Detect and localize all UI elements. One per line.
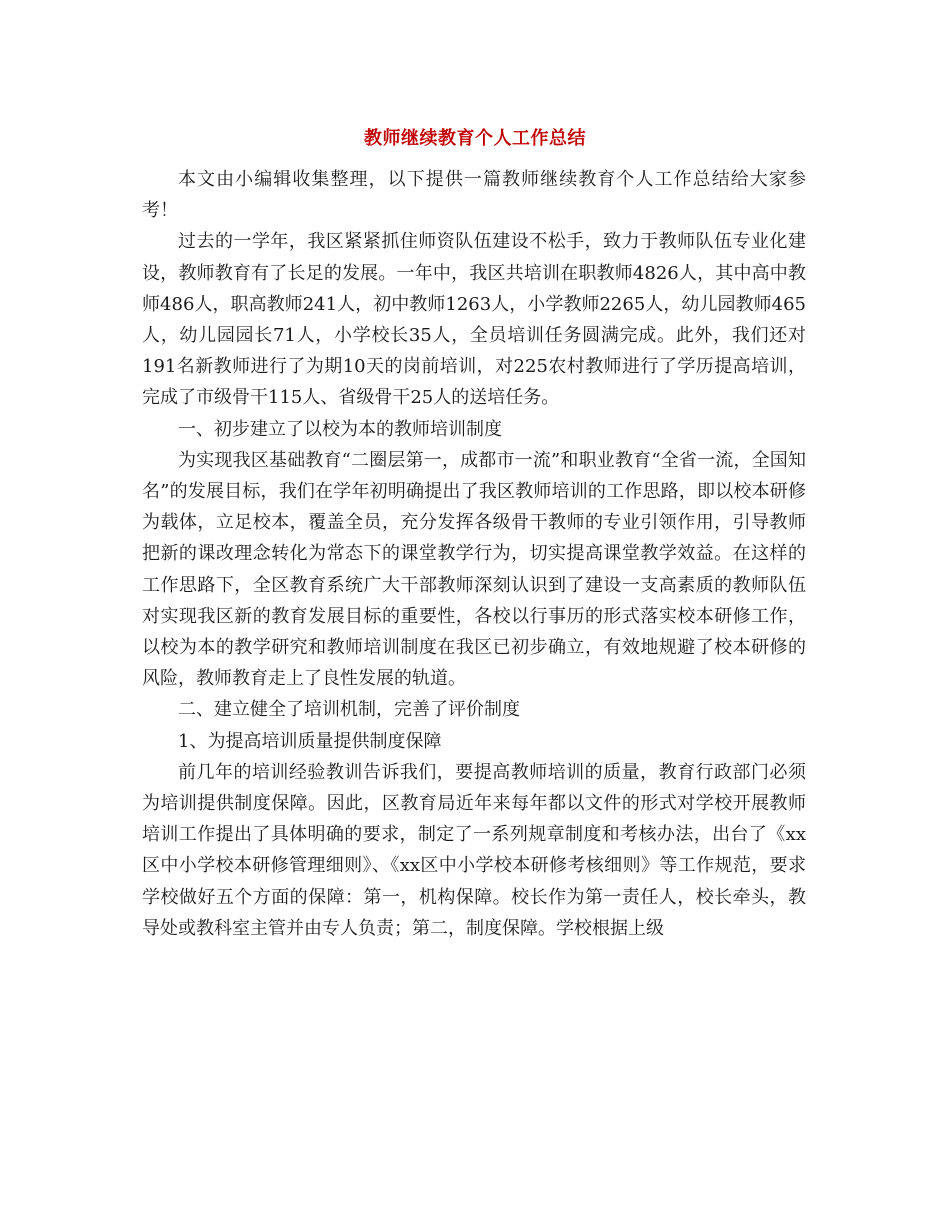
paragraph-overview: 过去的一学年，我区紧紧抓住师资队伍建设不松手，致力于教师队伍专业化建设，教师教育有了长足的发展。一年中，我区共培训在职教师4826人，其中高中教师486人，职高教师241人，初中教师1263人，小学教师2265人，幼儿园教师465人，幼儿园园长71人，小学校长35人，全员培训任务圆满完成。此外，我们还对191名新教师进行了为期10天的岗前培训，对225农村教师进行了学历提高培训，完成了市级骨干115人、省级骨干25人的送培任务。 bbox=[142, 231, 806, 409]
subsection-heading-2-1: 1、为提高培训质量提供制度保障 bbox=[178, 730, 442, 752]
section-heading-1: 一、初步建立了以校为本的教师培训制度 bbox=[178, 418, 502, 440]
section-heading-2: 二、建立健全了培训机制，完善了评价制度 bbox=[178, 699, 520, 721]
paragraph-section-2-1: 前几年的培训经验教训告诉我们，要提高教师培训的质量，教育行政部门必须为培训提供制度保障。因此，区教育局近年来每年都以文件的形式对学校开展教师培训工作提出了具体明确的要求，制定了一系列规章制度和考核办法，出台了《xx区中小学校本研修管理细则》、《xx区中小学校本研修考核细则》等工作规范，要求学校做好五个方面的保障：第一，机构保障。校长作为第一责任人，校长牵头，教导处或教科室主管并由专人负责；第二，制度保障。学校根据上级 bbox=[142, 761, 806, 939]
paragraph-section-1: 为实现我区基础教育“二圈层第一，成都市一流”和职业教育“全省一流，全国知名”的发展目标，我们在学年初明确提出了我区教师培训的工作思路，即以校本研修为载体，立足校本，覆盖全员，充分发挥各级骨干教师的专业引领作用，引导教师把新的课改理念转化为常态下的课堂教学行为，切实提高课堂教学效益。在这样的工作思路下，全区教育系统广大干部教师深刻认识到了建设一支高素质的教师队伍对实现我区新的教育发展目标的重要性，各校以行事历的形式落实校本研修工作，以校为本的教学研究和教师培训制度在我区已初步确立，有效地规避了校本研修的风险，教师教育走上了良性发展的轨道。 bbox=[142, 449, 806, 690]
document-title: 教师继续教育个人工作总结 bbox=[364, 128, 586, 149]
paragraph-intro: 本文由小编辑收集整理，以下提供一篇教师继续教育个人工作总结给大家参考！ bbox=[142, 169, 806, 222]
document-body bbox=[142, 164, 806, 944]
